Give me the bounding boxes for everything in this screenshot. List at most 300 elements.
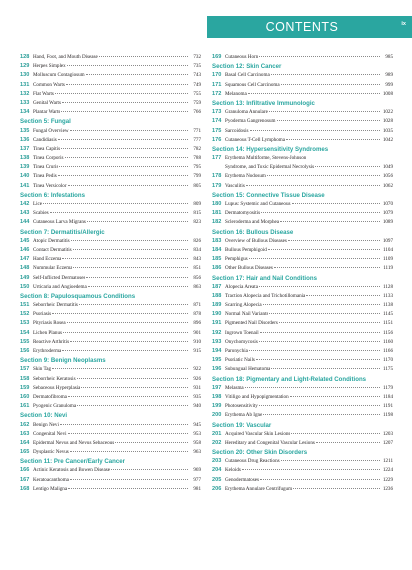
chapter-title: Pyoderma Gangrenosum xyxy=(225,118,276,125)
chapter-page-number: 963 xyxy=(193,449,201,456)
toc-column-left xyxy=(20,53,201,494)
chapter-page-number: 856 xyxy=(193,274,201,281)
dot-leader xyxy=(248,90,380,94)
toc-entry xyxy=(20,182,201,191)
dot-leader xyxy=(286,136,380,140)
section-heading: Section 10: Nevi xyxy=(20,412,68,420)
chapter-page-number: 915 xyxy=(193,348,201,354)
toc-entry xyxy=(212,384,393,393)
section-heading: Section 13: Infiltrative Immunologic xyxy=(212,99,315,107)
chapter-page-number: 755 xyxy=(193,90,201,97)
chapter-number: 183 xyxy=(212,237,222,244)
toc-entry xyxy=(212,430,393,439)
chapter-page-number: 1089 xyxy=(382,219,393,226)
toc-entry xyxy=(212,127,393,136)
chapter-page-number: 805 xyxy=(193,182,201,189)
toc-entry xyxy=(212,310,393,319)
chapter-number: 152 xyxy=(20,311,30,318)
chapter-title: Cutaneous T-Cell Lymphoma xyxy=(225,136,285,143)
chapter-title: Nummular Eczema xyxy=(33,265,73,272)
toc-entry xyxy=(212,319,393,328)
dot-leader xyxy=(66,81,188,85)
chapter-page-number: 1128 xyxy=(383,283,393,290)
toc-entry xyxy=(212,329,393,338)
chapter-page-number: 863 xyxy=(193,283,201,290)
chapter-number: 178 xyxy=(212,173,222,180)
chapter-title: Erythema Nodosum xyxy=(225,173,266,180)
toc-entry xyxy=(20,310,201,319)
chapter-number: 164 xyxy=(20,439,30,446)
chapter-number: 201 xyxy=(212,430,222,437)
chapter-title: Other Bullous Diseases xyxy=(225,265,273,272)
toc-entry xyxy=(20,347,201,356)
chapter-number: 128 xyxy=(20,54,30,60)
toc-entry xyxy=(212,466,393,475)
toc-entry xyxy=(212,209,393,218)
chapter-title: Plantar Warts xyxy=(33,109,61,116)
chapter-page-number: 826 xyxy=(193,237,201,244)
chapter-page-number: 1138 xyxy=(383,302,393,309)
chapter-number: 206 xyxy=(212,485,222,492)
toc-entry xyxy=(20,283,201,292)
dot-leader xyxy=(242,466,380,470)
chapter-title: Subungual Hematoma xyxy=(225,366,271,373)
chapter-number: 173 xyxy=(212,109,222,116)
toc-entry xyxy=(212,365,393,374)
chapter-page-number: 1056 xyxy=(382,173,393,180)
chapter-title: Lice xyxy=(33,201,43,207)
chapter-page-number: 1166 xyxy=(383,348,393,354)
toc-entry xyxy=(20,338,201,347)
chapter-number: 159 xyxy=(20,384,30,391)
chapter-title: Hereditary and Congenital Vascular Lesions xyxy=(225,439,315,446)
dot-leader xyxy=(43,200,188,204)
chapter-title: Overview of Bullous Diseases xyxy=(225,237,287,244)
chapter-number: 131 xyxy=(20,81,30,88)
chapter-title: Hand, Foot, and Mouth Disease xyxy=(33,54,98,60)
chapter-page-number: 931 xyxy=(193,384,201,391)
chapter-number: 146 xyxy=(20,246,30,253)
chapter-page-number: 1170 xyxy=(383,357,393,364)
dot-leader xyxy=(111,466,188,470)
chapter-number: 142 xyxy=(20,201,30,207)
chapter-page-number: 1160 xyxy=(383,338,393,345)
chapter-page-number: 1022 xyxy=(382,109,393,116)
chapter-page-number: 777 xyxy=(193,136,201,143)
chapter-title: Keloids xyxy=(225,467,241,474)
toc-entry xyxy=(20,255,201,264)
chapter-number: 196 xyxy=(212,366,222,373)
dot-leader xyxy=(52,365,188,369)
toc-entry xyxy=(212,356,393,365)
toc-entry xyxy=(20,237,201,246)
chapter-page-number: 1203 xyxy=(382,430,393,437)
chapter-page-number: 977 xyxy=(193,476,201,483)
chapter-number: 145 xyxy=(20,237,30,244)
chapter-number: 190 xyxy=(212,311,222,318)
chapter-title: Dysplastic Nevus xyxy=(33,449,69,456)
chapter-page-number: 1236 xyxy=(382,485,393,492)
dot-leader xyxy=(249,255,380,259)
toc-entry xyxy=(20,439,201,448)
chapter-title: Pyogenic Granuloma xyxy=(33,403,77,410)
toc-entry xyxy=(20,136,201,145)
dot-leader xyxy=(62,99,188,103)
chapter-title: Cutaneous Horn xyxy=(225,54,259,60)
dot-leader xyxy=(315,163,380,167)
chapter-title: Reactive Arthritis xyxy=(33,338,70,345)
chapter-title: Photosensitivity xyxy=(225,403,258,410)
toc-entry xyxy=(20,476,201,485)
chapter-number: 158 xyxy=(20,375,30,382)
chapter-title: Erythema Ab Igne xyxy=(225,412,263,419)
dot-leader xyxy=(65,154,188,158)
chapter-number: 167 xyxy=(20,476,30,483)
dot-leader xyxy=(79,301,188,305)
dot-leader xyxy=(73,264,188,268)
chapter-title: Tinea Pedis xyxy=(33,173,57,180)
toc-entry xyxy=(212,172,393,181)
page-title: CONTENTS xyxy=(265,20,339,34)
chapter-number: 141 xyxy=(20,182,30,189)
chapter-page-number: 1145 xyxy=(383,311,393,318)
toc-entry xyxy=(20,274,201,283)
chapter-page-number: 766 xyxy=(193,109,201,116)
chapter-number: 191 xyxy=(212,320,222,327)
toc-entry xyxy=(212,218,393,227)
dot-leader xyxy=(71,237,188,241)
chapter-title: Fungal Overview xyxy=(33,127,69,134)
chapter-title: Pigmented Nail Disorders xyxy=(225,320,278,327)
dot-leader xyxy=(260,476,380,480)
chapter-title: Tinea Corporis xyxy=(33,155,64,162)
chapter-title: Hand Eczema xyxy=(33,256,62,263)
chapter-number: 181 xyxy=(212,210,222,217)
toc-entry xyxy=(20,163,201,172)
dot-leader xyxy=(259,402,380,406)
toc-entry xyxy=(212,237,393,246)
toc-entry xyxy=(20,375,201,384)
dot-leader xyxy=(281,81,380,85)
dot-leader xyxy=(277,117,380,121)
toc-entry xyxy=(20,108,201,117)
chapter-title: Normal Nail Variants xyxy=(225,311,269,318)
chapter-number: 136 xyxy=(20,136,30,143)
chapter-number: 194 xyxy=(212,348,222,354)
toc-entry xyxy=(20,430,201,439)
toc-entry xyxy=(212,485,393,494)
chapter-title: Basal Cell Carcinoma xyxy=(225,72,270,79)
chapter-page-number: 1097 xyxy=(382,237,393,244)
chapter-number: 182 xyxy=(212,219,222,226)
toc-entry xyxy=(212,283,393,292)
chapter-page-number: 1175 xyxy=(383,366,393,373)
chapter-page-number: 1035 xyxy=(382,127,393,134)
dot-leader xyxy=(263,301,380,305)
chapter-page-number: 901 xyxy=(193,329,201,336)
chapter-title: Skin Tag xyxy=(33,366,52,373)
toc-entry xyxy=(20,393,201,402)
chapter-page-number: 1119 xyxy=(383,265,393,272)
dot-leader xyxy=(63,329,188,333)
chapter-number: 184 xyxy=(212,246,222,253)
toc-entry xyxy=(20,209,201,218)
section-heading: Section 15: Connective Tissue Disease xyxy=(212,191,325,199)
chapter-title: Sarcoidosis xyxy=(225,127,249,134)
chapter-number: 157 xyxy=(20,366,30,373)
dot-leader xyxy=(290,393,380,397)
chapter-title: Keratoacanthoma xyxy=(33,476,69,483)
chapter-title: Seborrheic Keratosis xyxy=(33,375,76,382)
toc-entry xyxy=(20,53,201,62)
toc-entry xyxy=(20,127,201,136)
toc-entry xyxy=(212,81,393,90)
dot-leader xyxy=(62,255,188,259)
toc-entry xyxy=(212,53,393,62)
chapter-number: 140 xyxy=(20,173,30,180)
toc-entry xyxy=(20,485,201,494)
dot-leader xyxy=(99,53,188,57)
dot-leader xyxy=(70,338,188,342)
toc-entry xyxy=(212,402,393,411)
chapter-title: Common Warts xyxy=(33,81,65,88)
chapter-title: Paronychia xyxy=(225,348,248,354)
dot-leader xyxy=(67,62,188,66)
toc-entry xyxy=(20,172,201,181)
chapter-number: 143 xyxy=(20,210,30,217)
chapter-page-number: 799 xyxy=(193,173,201,180)
dot-leader xyxy=(269,108,380,112)
chapter-title: Atopic Dermatitis xyxy=(33,237,70,244)
chapter-title: Lupus: Systemic and Cutaneous xyxy=(225,201,291,207)
chapter-page-number: 823 xyxy=(193,219,201,226)
chapter-title: Seborrheic Dermatitis xyxy=(33,302,78,309)
chapter-page-number: 1179 xyxy=(383,384,393,391)
chapter-page-number: 969 xyxy=(193,467,201,474)
chapter-page-number: 878 xyxy=(193,311,201,318)
chapter-number: 189 xyxy=(212,302,222,309)
chapter-title: Tinea Cruris xyxy=(33,164,59,171)
dot-leader xyxy=(62,347,188,351)
chapter-number: 186 xyxy=(212,265,222,272)
chapter-number: 197 xyxy=(212,384,222,391)
chapter-page-number: 871 xyxy=(193,302,201,309)
chapter-page-number: 732 xyxy=(193,54,201,60)
toc-entry xyxy=(212,108,393,117)
toc-entry xyxy=(20,246,201,255)
section-heading: Section 9: Benign Neoplasms xyxy=(20,357,106,365)
dot-leader xyxy=(88,283,188,287)
chapter-page-number: 743 xyxy=(193,72,201,79)
toc-entry xyxy=(212,255,393,264)
chapter-title: Erythema Annulare Centrifugum xyxy=(225,485,293,492)
chapter-number: 192 xyxy=(212,329,222,336)
section-heading: Section 8: Papulosquamous Conditions xyxy=(20,292,136,300)
chapter-title: Lentigo Maligna xyxy=(33,485,68,492)
chapter-page-number: 935 xyxy=(193,393,201,400)
contents-header-bar xyxy=(207,16,412,38)
chapter-number: 149 xyxy=(20,274,30,281)
chapter-title: Dermatofibroma xyxy=(33,393,67,400)
dot-leader xyxy=(61,108,188,112)
chapter-number: 139 xyxy=(20,164,30,171)
chapter-number: 144 xyxy=(20,219,30,226)
chapter-page-number: 1008 xyxy=(382,90,393,97)
toc-entry xyxy=(20,402,201,411)
dot-leader xyxy=(77,375,188,379)
toc-entry xyxy=(20,71,201,80)
dot-leader xyxy=(268,246,380,250)
chapter-number: 151 xyxy=(20,302,30,309)
dot-leader xyxy=(61,145,188,149)
chapter-page-number: 735 xyxy=(193,63,201,70)
chapter-page-number: 851 xyxy=(193,265,201,272)
chapter-number: 137 xyxy=(20,145,30,152)
dot-leader xyxy=(292,200,380,204)
chapter-number: 177 xyxy=(212,155,222,162)
chapter-page-number: 896 xyxy=(193,320,201,327)
dot-leader xyxy=(306,292,380,296)
toc-entry xyxy=(20,466,201,475)
chapter-page-number: 843 xyxy=(193,256,201,263)
dot-leader xyxy=(59,163,188,167)
chapter-number: 138 xyxy=(20,155,30,162)
chapter-number: 204 xyxy=(212,467,222,474)
chapter-page-number: 958 xyxy=(193,439,201,446)
chapter-page-number: 945 xyxy=(193,421,201,428)
dot-leader xyxy=(271,365,380,369)
chapter-title: Congenital Nevi xyxy=(33,430,67,437)
chapter-page-number: 1028 xyxy=(382,118,393,125)
chapter-title: Ingrown Toenail xyxy=(225,329,259,336)
dot-leader xyxy=(260,329,380,333)
section-heading: Section 6: Infestations xyxy=(20,191,86,199)
dot-leader xyxy=(259,338,380,342)
toc-entry xyxy=(212,476,393,485)
chapter-title: Epidermal Nevus and Nevus Sebaceous xyxy=(33,439,115,446)
chapter-number: 176 xyxy=(212,136,222,143)
dot-leader xyxy=(67,319,188,323)
dot-leader xyxy=(77,402,188,406)
chapter-title: Urticaria and Angioedema xyxy=(33,283,87,290)
chapter-page-number: 1042 xyxy=(382,136,393,143)
chapter-page-number: 989 xyxy=(385,72,393,79)
dot-leader xyxy=(316,439,380,443)
chapter-title: Cutaneous Drug Reactions xyxy=(225,458,280,465)
chapter-number: 166 xyxy=(20,467,30,474)
dot-leader xyxy=(58,172,188,176)
toc-entry xyxy=(20,384,201,393)
chapter-number: 129 xyxy=(20,63,30,70)
dot-leader xyxy=(245,384,380,388)
chapter-number: 187 xyxy=(212,283,222,290)
section-heading: Section 12: Skin Cancer xyxy=(212,63,282,71)
dot-leader xyxy=(259,283,380,287)
chapter-number: 172 xyxy=(212,90,222,97)
toc-entry xyxy=(212,393,393,402)
chapter-title: Tinea Versicolor xyxy=(33,182,67,189)
toc-entry xyxy=(20,365,201,374)
chapter-number: 205 xyxy=(212,476,222,483)
chapter-number: 153 xyxy=(20,320,30,327)
chapter-title: Acquired Vascular Skin Lesions xyxy=(225,430,291,437)
chapter-title: Contact Dermatitis xyxy=(33,246,72,253)
section-heading: Section 19: Vascular xyxy=(212,421,272,429)
toc-entry xyxy=(20,154,201,163)
chapter-page-number: 834 xyxy=(193,246,201,253)
chapter-title: Melasma xyxy=(225,384,244,391)
chapter-page-number: 759 xyxy=(193,99,201,106)
toc-entry xyxy=(212,338,393,347)
chapter-page-number: 795 xyxy=(193,164,201,171)
dot-leader xyxy=(246,182,380,186)
chapter-title: Molluscum Contagiosum xyxy=(33,72,85,79)
chapter-title: Sebaceous Hyperplasia xyxy=(33,384,81,391)
chapter-number: 180 xyxy=(212,201,222,207)
chapter-title: Vitiligo and Hypopigmentation xyxy=(225,393,289,400)
chapter-title: Onychomycosis xyxy=(225,338,258,345)
chapter-page-number: 815 xyxy=(193,210,201,217)
dot-leader xyxy=(73,246,188,250)
dot-leader xyxy=(291,430,380,434)
chapter-title: Syndrome, and Toxic Epidermal Necrolysis xyxy=(225,164,315,171)
section-heading: Section 16: Bullous Disease xyxy=(212,228,294,236)
chapter-number: 188 xyxy=(212,292,222,299)
chapter-number: 170 xyxy=(212,72,222,79)
chapter-page-number: 1224 xyxy=(382,467,393,474)
toc-entry xyxy=(20,301,201,310)
chapter-page-number: 1191 xyxy=(383,403,393,410)
dot-leader xyxy=(86,71,188,75)
dot-leader xyxy=(293,485,380,489)
chapter-title: Scabies xyxy=(33,210,49,217)
chapter-page-number: 1151 xyxy=(383,320,393,327)
toc-entry xyxy=(20,200,201,209)
dot-leader xyxy=(86,274,188,278)
section-heading: Section 17: Hair and Nail Conditions xyxy=(212,274,317,282)
chapter-page-number: 985 xyxy=(385,54,393,60)
chapter-number: 198 xyxy=(212,393,222,400)
chapter-number: 193 xyxy=(212,338,222,345)
chapter-page-number: 1207 xyxy=(382,439,393,446)
section-heading: Section 20: Other Skin Disorders xyxy=(212,449,308,457)
toc-entry xyxy=(20,264,201,273)
dot-leader xyxy=(115,439,188,443)
chapter-page-number: 922 xyxy=(193,366,201,373)
chapter-number: 200 xyxy=(212,412,222,419)
chapter-page-number: 782 xyxy=(193,145,201,152)
toc-entry xyxy=(212,246,393,255)
section-heading: Section 5: Fungal xyxy=(20,118,71,126)
toc-entry-continuation xyxy=(212,163,393,172)
chapter-title: Erythroderma xyxy=(33,348,62,354)
chapter-title: Traction Alopecia and Trichotillomania xyxy=(225,292,306,299)
chapter-title: Pemphigus xyxy=(225,256,248,263)
chapter-title: Lichen Planus xyxy=(33,329,63,336)
chapter-number: 133 xyxy=(20,99,30,106)
chapter-number: 150 xyxy=(20,283,30,290)
dot-leader xyxy=(263,411,380,415)
toc-entry xyxy=(212,347,393,356)
toc-entry xyxy=(20,448,201,457)
chapter-number: 175 xyxy=(212,127,222,134)
section-heading: Section 14: Hypersensitivity Syndromes xyxy=(212,145,329,153)
dot-leader xyxy=(250,127,381,131)
dot-leader xyxy=(281,457,380,461)
chapter-page-number: 749 xyxy=(193,81,201,88)
chapter-number: 174 xyxy=(212,118,222,125)
chapter-title: Cutaneous Larva Migrans xyxy=(33,219,86,226)
